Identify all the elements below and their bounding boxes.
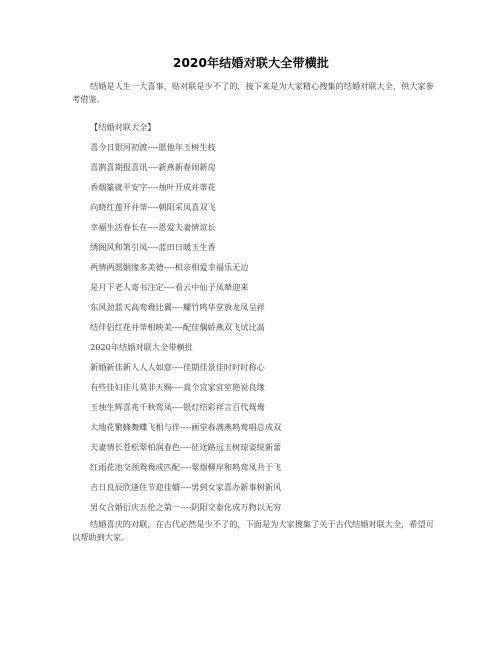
couplet-line: 大地花繁蜂舞蝶飞相与伴----画堂春满燕鸣莺唱总成双 [90, 422, 282, 432]
couplet-line: 两情两愿姻缘多美德----相亲相爱幸福乐无边 [90, 262, 249, 272]
couplet-line: 玉烛生辉喜兆千秋鸾凤----银灯结彩祥言百代鸳鸯 [90, 402, 265, 412]
couplet-line: 东风劲蓝天高鸾鸯比翼----耀竹鸣华堂放龙凤呈祥 [90, 302, 265, 312]
couplet-line: 是月下老人寄书注定----看云中仙子凤辇迎来 [90, 282, 249, 292]
couplet-line: 男女合婚衍庆五伦之第一----阴阳交泰化成万物以无穷 [90, 502, 282, 512]
section-heading: 【结婚对联大全】 [90, 122, 156, 132]
intro-paragraph: 结婚是人生一大喜事，贴对联是少不了的，接下来是为大家精心搜集的结婚对联大全，供大家参考借鉴。 [72, 81, 434, 104]
document-title: 2020年结婚对联大全带横批 [172, 56, 330, 70]
couplet-line: 喜鹊喜期报喜讯----新燕新春闹新房 [90, 162, 216, 172]
subsection-heading: 2020年结婚对联大全带横批 [90, 342, 193, 352]
couplet-line: 吉日良辰欣逢住节迎佳婿----男到女家喜办新事树新风 [90, 482, 282, 492]
couplet-line: 结伴侣红花并蒂相映美----配佳偶娇燕双飞试比高 [90, 322, 265, 332]
closing-paragraph: 结婚喜庆的对联，在古代必然是少不了的，下面是为大家搜集了关于古代结婚对联大全，希望可以帮助到大家。 [72, 519, 434, 542]
couplet-line: 夫妻情长苍松翠柏润春色----征途路远玉树琼姿绽新蕾 [90, 442, 282, 452]
couplet-line: 红雨花池交颈鸳鸯成匹配----翠烟柳岸和鸣鸾凤共于飞 [90, 462, 282, 472]
couplet-line: 喜今日银河初渡----愿他年玉树生枝 [90, 142, 216, 152]
couplet-line: 香烟篆就平安字----烛叶开成并蒂花 [90, 182, 216, 192]
couplet-line: 新婚新佳新人人人如意----佳期佳景佳时时时称心 [90, 362, 265, 372]
couplet-line: 绣阁风和箫引凤----蓝田日暖玉生香 [90, 242, 216, 252]
couplet-line: 向晓红莲开并蒂----朝阳采凤喜双飞 [90, 202, 216, 212]
couplet-line: 幸福生活春长在----恩爱夫妻情谊长 [90, 222, 216, 232]
couplet-line: 有些佳妇佳儿莫非天赐----真个宜家宜室艳说良缘 [90, 382, 265, 392]
